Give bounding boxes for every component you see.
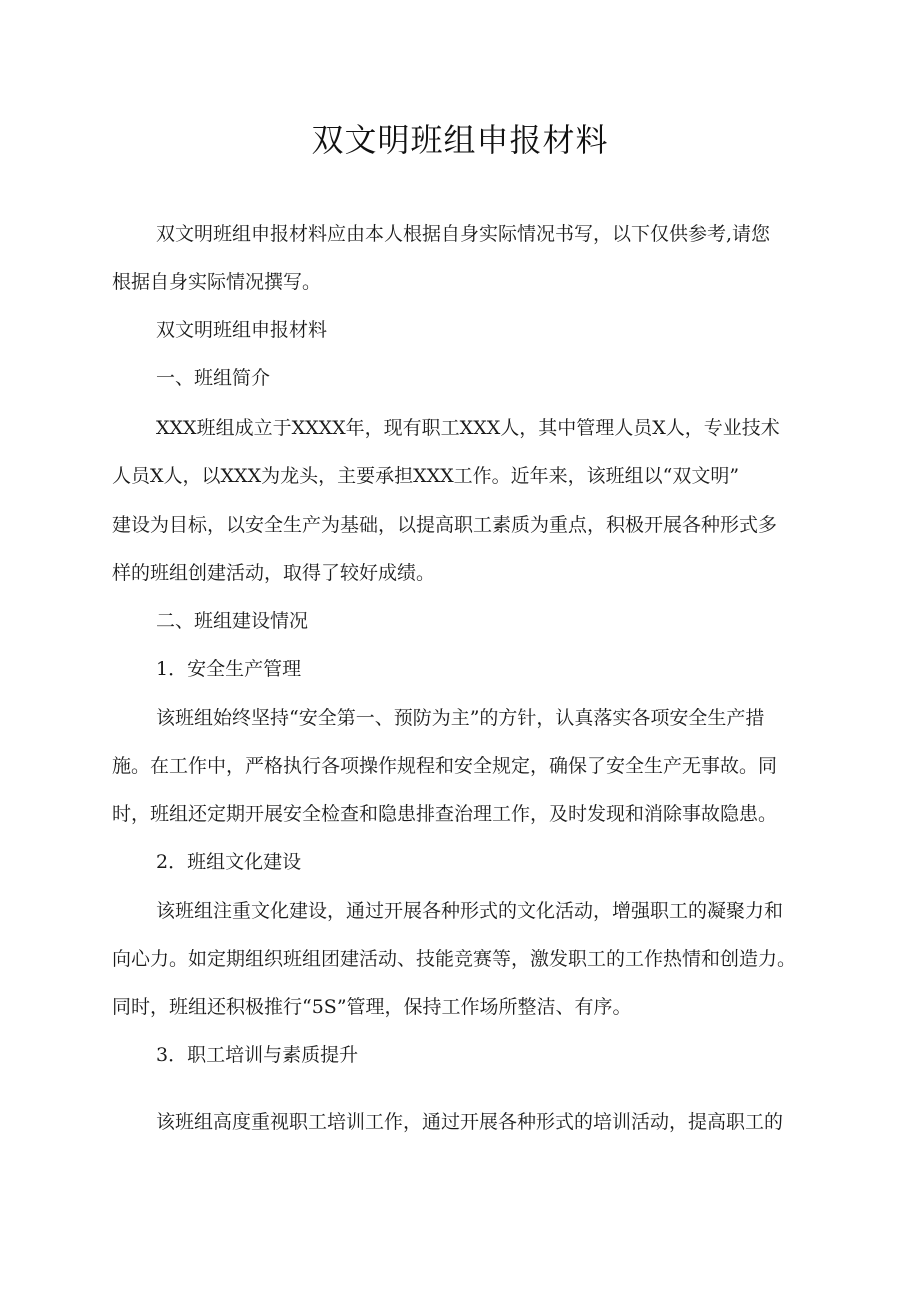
subsection-1-line-3: 时，班组还定期开展安全检查和隐患排查治理工作，及时发现和消除事故隐患。 (112, 803, 778, 825)
section-2-heading: 二、班组建设情况 (156, 610, 309, 632)
subsection-1-heading: 1．安全生产管理 (156, 658, 302, 680)
subsection-3-line-1: 该班组高度重视职工培训工作，通过开展各种形式的培训活动，提高职工的 (156, 1111, 784, 1133)
document-title: 双文明班组申报材料 (311, 121, 609, 159)
intro-line-2: 根据自身实际情况撰写。 (112, 271, 322, 293)
section-1-heading: 一、班组简介 (156, 367, 271, 389)
section-1-line-4: 样的班组创建活动，取得了较好成绩。 (112, 562, 436, 584)
section-1-line-2: 人员X人，以XXX为龙头，主要承担XXX工作。近年来，该班组以“双文明” (112, 465, 740, 487)
subsection-1-line-2: 施。在工作中，严格执行各项操作规程和安全规定，确保了安全生产无事故。同 (112, 755, 778, 777)
subsection-2-line-3: 同时，班组还积极推行“5S”管理，保持工作场所整洁、有序。 (112, 996, 632, 1018)
intro-line-1: 双文明班组申报材料应由本人根据自身实际情况书写，以下仅供参考,请您 (156, 223, 771, 245)
subsection-1-line-1: 该班组始终坚持“安全第一、预防为主”的方针，认真落实各项安全生产措 (156, 707, 765, 729)
subsection-2-line-1: 该班组注重文化建设，通过开展各种形式的文化活动，增强职工的凝聚力和 (156, 900, 784, 922)
subsection-2-line-2: 向心力。如定期组织班组团建活动、技能竞赛等，激发职工的工作热情和创造力。 (112, 948, 797, 970)
section-1-line-3: 建设为目标，以安全生产为基础，以提高职工素质为重点，积极开展各种形式多 (112, 514, 778, 536)
subsection-3-heading: 3．职工培训与素质提升 (156, 1044, 359, 1066)
section-1-line-1: XXX班组成立于XXXX年，现有职工XXX人，其中管理人员X人，专业技术 (156, 417, 780, 439)
subsection-2-heading: 2．班组文化建设 (156, 851, 302, 873)
subtitle: 双文明班组申报材料 (156, 319, 328, 341)
